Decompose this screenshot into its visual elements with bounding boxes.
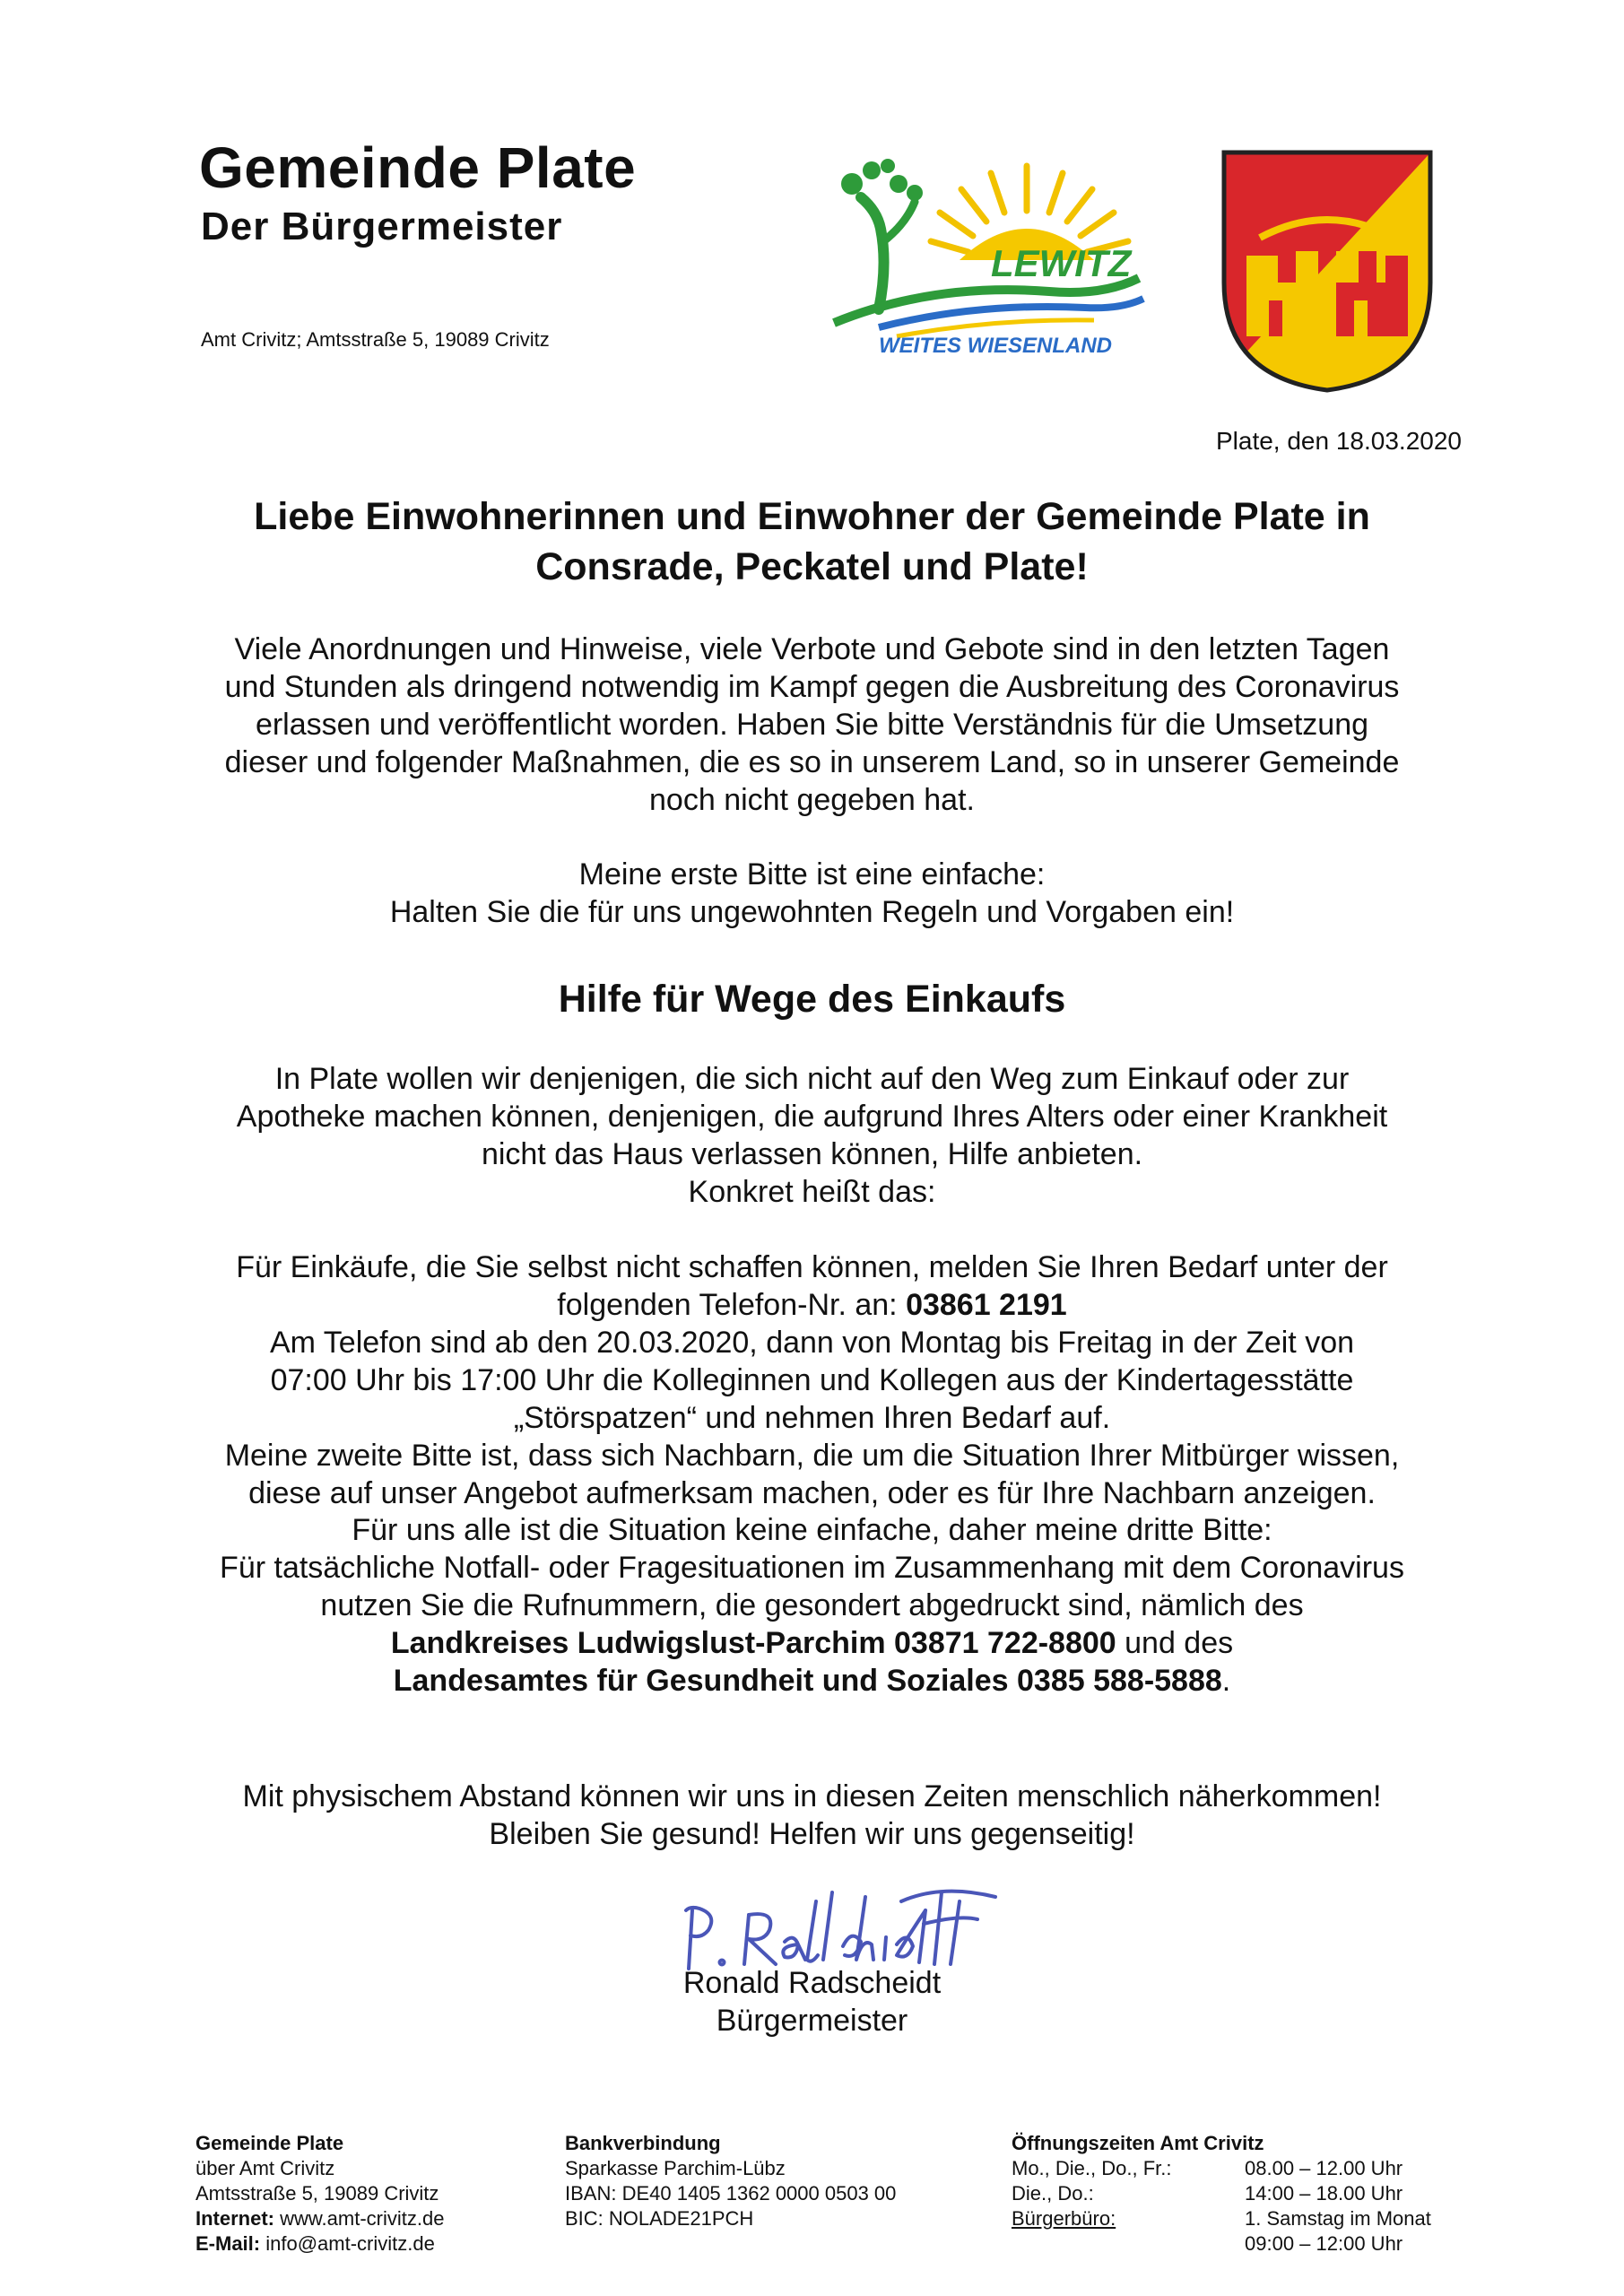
phone-prefix: folgenden Telefon-Nr. an: [557, 1288, 907, 1322]
district-hotline: Landkreises Ludwigslust-Parchim 03871 722-8800 [390, 1626, 1116, 1660]
logo-text-bottom: WEITES WIESENLAND [879, 334, 1113, 354]
greeting-line-1: Liebe Einwohnerinnen und Einwohner der Gemeinde Plate in [254, 495, 1370, 538]
logo-text-top: LEWITZ [991, 242, 1132, 284]
email-link[interactable]: info@amt-crivitz.de [260, 2232, 435, 2255]
greeting-line-2: Consrade, Peckatel und Plate! [535, 545, 1089, 588]
shopping-line: Am Telefon sind ab den 20.03.2020, dann von Montag bis Freitag in der Zeit von [269, 1326, 1355, 1360]
signature-block [135, 1964, 1489, 2039]
internet-label: Internet: [195, 2207, 274, 2230]
intro-line: dieser und folgender Maßnahmen, die es so in unserem Land, so in unserer Gemeinde [224, 745, 1400, 779]
first-request [135, 856, 1489, 931]
shopping-line: 07:00 Uhr bis 17:00 Uhr die Kolleginnen und Kollegen aus der Kindertagesstätte [270, 1363, 1354, 1397]
hours-label: Die., Do.: [1012, 2182, 1094, 2205]
letter-date: Plate, den 18.03.2020 [1215, 427, 1462, 455]
hours-value: 14:00 – 18.00 Uhr [1245, 2182, 1403, 2205]
footer-internet [195, 2206, 518, 2231]
sender-address: Amt Crivitz; Amtsstraße 5, 19089 Crivitz [201, 328, 550, 351]
footer-heading: Öffnungszeiten Amt Crivitz [1012, 2132, 1264, 2154]
help-line: Konkret heißt das: [688, 1175, 936, 1209]
connector-text: und des [1116, 1626, 1234, 1660]
greeting-heading [135, 491, 1489, 592]
help-line: In Plate wollen wir denjenigen, die sich nicht auf den Weg zum Einkauf oder zur [274, 1062, 1350, 1096]
footer-heading: Gemeinde Plate [195, 2132, 344, 2154]
state-office-hotline: Landesamtes für Gesundheit und Soziales 0385 588-5888 [393, 1664, 1222, 1698]
footer-heading: Bankverbindung [565, 2132, 721, 2154]
third-request [135, 1511, 1489, 1700]
shopping-line: Meine zweite Bitte ist, dass sich Nachbarn, die um die Situation Ihrer Mitbürger wissen, [224, 1439, 1400, 1473]
third-line: Für uns alle ist die Situation keine einfache, daher meine dritte Bitte: [352, 1513, 1272, 1547]
third-line: Für tatsächliche Notfall- oder Fragesituationen im Zusammenhang mit dem Coronavirus [220, 1551, 1404, 1585]
hours-label: Bürgerbüro: [1012, 2207, 1116, 2230]
section-heading: Hilfe für Wege des Einkaufs [558, 978, 1066, 1021]
shopping-phone-line [135, 1286, 1489, 1324]
hours-row [1012, 2156, 1478, 2181]
hours-value: 1. Samstag im Monat [1245, 2207, 1431, 2230]
page-title: Gemeinde Plate [199, 135, 637, 200]
hours-value: 08.00 – 12.00 Uhr [1245, 2157, 1403, 2179]
closing-paragraph [135, 1778, 1489, 1853]
third-line-district [135, 1624, 1489, 1662]
shopping-line: „Störspatzen“ und nehmen Ihren Bedarf auf. [513, 1401, 1111, 1435]
email-label: E-Mail: [195, 2232, 261, 2255]
closing-line: Mit physischem Abstand können wir uns in diesen Zeiten menschlich näherkommen! [242, 1779, 1382, 1813]
lewitz-logo-icon [825, 148, 1157, 354]
signer-name: Ronald Radscheidt [682, 1966, 942, 2000]
help-line: Apotheke machen können, denjenigen, die aufgrund Ihres Alters oder einer Krankheit [236, 1100, 1388, 1134]
first-request-line: Halten Sie die für uns ungewohnten Regeln und Vorgaben ein! [389, 895, 1235, 929]
intro-paragraph [135, 631, 1489, 819]
intro-line: noch nicht gegeben hat. [649, 783, 975, 817]
shopping-paragraph [135, 1248, 1489, 1512]
signer-role: Bürgermeister [716, 2004, 908, 2038]
shopping-line: diese auf unser Angebot aufmerksam machen, oder es für Ihre Nachbarn anzeigen. [248, 1476, 1376, 1510]
hours-row [1012, 2181, 1478, 2206]
footer-text: Sparkasse Parchim-Lübz [565, 2157, 786, 2179]
footer-col-opening-hours [1012, 2131, 1478, 2257]
shopping-phone-number: 03861 2191 [906, 1288, 1067, 1322]
help-line: nicht das Haus verlassen können, Hilfe anbieten. [481, 1137, 1143, 1171]
hours-label [1012, 2231, 1245, 2257]
shopping-line: Für Einkäufe, die Sie selbst nicht schaffen können, melden Sie Ihren Bedarf unter der [236, 1250, 1388, 1284]
first-request-line: Meine erste Bitte ist eine einfache: [578, 857, 1046, 891]
footer-text: Amtsstraße 5, 19089 Crivitz [195, 2182, 439, 2205]
hours-label: Mo., Die., Do., Fr.: [1012, 2157, 1172, 2179]
footer-col-municipality [195, 2131, 518, 2257]
hours-value: 09:00 – 12:00 Uhr [1245, 2232, 1403, 2255]
closing-line: Bleiben Sie gesund! Helfen wir uns gegenseitig! [489, 1817, 1135, 1851]
period-text: . [1221, 1664, 1231, 1698]
page-subtitle: Der Bürgermeister [201, 204, 563, 248]
intro-line: erlassen und veröffentlicht worden. Haben Sie bitte Verständnis für die Umsetzung [255, 708, 1369, 742]
footer-text: IBAN: DE40 1405 1362 0000 0503 00 [565, 2182, 897, 2205]
hours-row [1012, 2231, 1478, 2257]
footer-col-bank [565, 2131, 960, 2231]
footer-text: über Amt Crivitz [195, 2157, 335, 2179]
coat-of-arms-icon [1220, 148, 1435, 395]
third-line: nutzen Sie die Rufnummern, die gesondert abgedruckt sind, nämlich des [320, 1588, 1304, 1622]
intro-line: und Stunden als dringend notwendig im Kampf gegen die Ausbreitung des Coronavirus [224, 670, 1400, 704]
internet-link[interactable]: www.amt-crivitz.de [274, 2207, 445, 2230]
footer-text: BIC: NOLADE21PCH [565, 2207, 754, 2230]
intro-line: Viele Anordnungen und Hinweise, viele Verbote und Gebote sind in den letzten Tagen [234, 632, 1390, 666]
hours-row [1012, 2206, 1478, 2231]
help-paragraph [135, 1060, 1489, 1211]
third-line-state [135, 1662, 1489, 1700]
footer-email [195, 2231, 518, 2257]
